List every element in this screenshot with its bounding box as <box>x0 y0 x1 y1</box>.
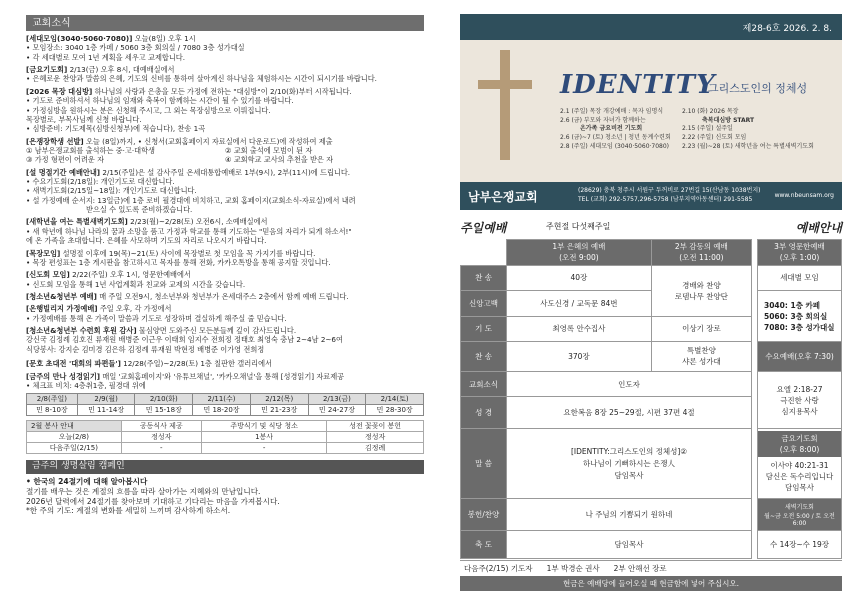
table-row <box>27 443 424 454</box>
worship-header <box>460 217 842 235</box>
news-head: 매일 '교회홈페이지'와 '유튜브채널', '카카오채널'을 통해 [성경읽기] 자료제공 <box>102 371 345 381</box>
row-label: 찬 송 <box>461 342 507 372</box>
worship-subtitle: 주현절 다섯째주일 <box>546 222 611 231</box>
cell: 370장 <box>507 342 652 372</box>
service-cell: 정성자 <box>121 432 201 443</box>
news-title: [세대모임(3040·5060·7080)] <box>26 34 133 43</box>
service-cell: 오늘(2/8) <box>27 432 122 443</box>
news-line: 식당봉사: 강지순 김미경 김은하 김정례 류재원 박현정 배병준 이가영 전희정 <box>26 344 265 354</box>
news-item-friday <box>26 65 424 84</box>
table-row <box>27 432 424 443</box>
cell: 40장 <box>507 265 652 291</box>
events-title: 예배안내 <box>795 221 842 235</box>
event-head: 새벽기도회 월~금 오전 5:00 / 토 오전 6:00 <box>758 499 842 531</box>
news-item-dawn <box>26 217 424 245</box>
bulletin-banner <box>460 14 842 210</box>
service-header: 공동식사 제공 <box>121 421 201 432</box>
campaign-line: 절기를 배우는 것은 계절의 흐름을 따라 살아가는 지혜와의 만남입니다. <box>26 486 261 496</box>
news-title: [금요기도회] <box>26 65 68 75</box>
service-cell: 김정례 <box>327 443 424 454</box>
service-cell: - <box>121 443 201 454</box>
news-line: • 모임장소: 3040 1층 카페 / 5060 3층 회의실 / 7080 3층 성가대실 <box>26 43 245 53</box>
reading-day: 2/13(금) <box>308 394 366 405</box>
news-line: ② 교회 출석에 모범이 된 자 <box>225 145 313 155</box>
reading-range: 민 15-18장 <box>135 405 193 416</box>
event-cell <box>758 429 842 499</box>
service-cell: 다음주일(2/15) <box>27 443 122 454</box>
reading-range: 민 11-14장 <box>77 405 135 416</box>
news-line: • 체크표 비치: 4층취1층, 필경대 위에 <box>26 380 146 390</box>
reading-day: 2/10(화) <box>135 394 193 405</box>
reading-day: 2/14(토) <box>366 394 424 405</box>
news-item-exhibit <box>26 359 424 368</box>
news-title: [2026 목장 대심방] <box>26 86 93 96</box>
service-table <box>26 420 424 454</box>
event-head: 금요기도회 (오후 8:00) <box>758 431 841 457</box>
reading-table <box>26 393 424 416</box>
service-cell: 1봉사 <box>201 432 326 443</box>
row-label: 성 경 <box>461 397 507 429</box>
news-title: [신도회 모임] <box>26 270 70 280</box>
reading-range: 민 24-27장 <box>308 405 366 416</box>
reading-day: 2/11(수) <box>193 394 251 405</box>
schedule-item: 2.8 (주일) 세대모임 (3040·5060·7080) <box>560 142 670 150</box>
news-head: 2/13(금) 오후 8시, 대예배실에서 <box>69 65 175 75</box>
reading-range: 민 28-30장 <box>366 405 424 416</box>
reading-range: 민 8-10장 <box>27 405 78 416</box>
news-line: ① 남부은쟁교회를 출석하는 중·고·대학생 <box>26 145 155 155</box>
news-line: 강신국 김정례 김호진 류재원 배병준 이근우 이태희 임지수 전희정 정태호 최영숙 충남 2~4남 2~6여 <box>26 335 343 345</box>
cell: 사도신경 / 교독문 84번 <box>507 291 652 317</box>
news-line: • 가정심방을 원하시는 분은 신청해 주시고, 그 외는 목장심방으로 이뤄집니다. <box>26 105 271 115</box>
campaign-header: 금주의 생명살림 캠페인 <box>26 460 424 474</box>
event-head: 수요예배(오후 7:30) <box>758 342 842 372</box>
campaign-line: 2026년 달력에서 24절기를 찾아보며 기대하고 기다리는 마음을 가져봅시다. <box>26 496 280 506</box>
news-line: • 기도로 준비하셔서 하나님의 임재와 축복이 함께하는 시간이 될 수 있기를 바랍니다. <box>26 96 294 106</box>
website-link[interactable]: www.nbeunsam.org <box>774 192 834 199</box>
news-head: 주일 오후, 각 가정에서 <box>99 304 172 314</box>
church-address <box>578 186 760 204</box>
offering-note: 현금은 예배당에 들어오실 때 현금함에 넣어 주십시오. <box>460 576 842 591</box>
schedule-item: 2.23 (월)~28 (토) 새학년을 여는 특별새벽기도회 <box>682 142 814 150</box>
service-cell: - <box>201 443 326 454</box>
news-head: 오늘(8일) 오후 1시 <box>134 34 196 43</box>
next-prayer-2: 2부 안해선 장로 <box>613 564 667 573</box>
banner-footer <box>460 182 842 210</box>
row-label: 봉헌/찬양 <box>461 499 507 531</box>
news-item-holiday <box>26 168 424 215</box>
col2-head: 2부 감동의 예배 (오전 11:00) <box>651 240 751 266</box>
next-label: 다음주(2/15) 기도자 <box>464 564 533 573</box>
cell: 이상기 장로 <box>651 316 751 342</box>
news-line: • 가정예배를 통해 온 가족이 말씀과 기도로 성장하며 결실하게 해주실 줄 믿습니다. <box>26 313 287 323</box>
news-item-visitation <box>26 87 424 134</box>
service-header: 성전 꽃꽂이 봉헌 <box>327 421 424 432</box>
news-item-bible <box>26 372 424 391</box>
news-line: 목장별로, 부목사님께 신청 바랍니다. <box>26 114 142 124</box>
schedule-item: 온가족 금요비전 기도회 <box>580 125 643 133</box>
schedule-right <box>682 108 814 151</box>
schedule-item: 축복대심방 START <box>702 116 755 124</box>
news-item-cell <box>26 249 424 268</box>
row-label: 축 도 <box>461 531 507 559</box>
news-head: 오늘 (8일)까지, • 신청서(교회홈페이지 자료실에서 다운로드)에 작성하여 제출 <box>85 136 333 146</box>
cross-icon <box>500 50 510 160</box>
news-line: • 새 학년에 하나님 나라의 꿈과 소망을 품고 가정과 학교를 통해 기도하는 "믿음의 자리가 되게 하소서!" <box>26 226 352 236</box>
row-label: 기 도 <box>461 316 507 342</box>
news-line: • 목장 편성표는 1층 게시판을 참고하시고 목자를 통해 전화, 카카오톡방을 통해 공지할 것입니다. <box>26 257 331 267</box>
news-item-lay <box>26 270 424 289</box>
news-line: • 각 세대별로 모여 1년 계획을 세우고 교제합니다. <box>26 52 186 62</box>
news-line: • 새벽기도회(2/15일~18일): 개인기도로 대신합니다. <box>26 186 197 196</box>
banner-top <box>460 14 842 40</box>
issue-date: 제28-6호 2026. 2. 8. <box>742 24 832 34</box>
cell: [IDENTITY:그리스도인의 정체성]② 하나님이 기뻐하시는 은쟁人 담임목사 <box>507 429 752 499</box>
reading-day: 2/9(월) <box>77 394 135 405</box>
cell: 담임목사 <box>507 531 752 559</box>
news-line: • 수요기도회(2/18일): 개인기도로 대신합니다. <box>26 177 175 187</box>
news-item-youth <box>26 292 424 301</box>
banner-title: IDENTITY <box>560 70 716 100</box>
news-header: 교회소식 <box>26 15 424 31</box>
cell: 인도자 <box>507 371 752 397</box>
news-line: ④ 교회학교 교사의 추천을 받은 자 <box>225 155 334 165</box>
news-line: • 은혜로운 찬양과 말씀의 은혜, 기도의 신비를 통하여 살아계신 하나님을 체험하시는 시간이 되시기를 바랍니다. <box>26 74 377 84</box>
cell: 경배와 찬양 로뎀나무 찬양단 <box>651 265 751 316</box>
news-title: [설 명절기간 예배안내] <box>26 167 101 177</box>
event-head: 3부 영문한예배 (오후 1:00) <box>758 240 842 266</box>
news-title: [은쟁장학생 선발] <box>26 136 84 146</box>
cell: 요한복음 8장 25~29절, 시편 37편 4절 <box>507 397 752 429</box>
news-item-generation <box>26 34 424 62</box>
event-body: 이사야 40:21-31 담신은 독수리입니다 담임목사 <box>765 461 834 493</box>
news-title: [청소년&청년부 수련회 후원 감사] <box>26 326 137 336</box>
cell: 특별찬양 샤론 성가대 <box>651 342 751 372</box>
church-logo: 남부은쟁교회 <box>468 190 538 204</box>
worship-footer <box>460 560 842 591</box>
cell: 최영록 안수집사 <box>507 316 652 342</box>
schedule-left <box>560 108 671 151</box>
event-body: 세대별 모임 <box>758 265 842 291</box>
next-prayer-1: 1부 박경순 권사 <box>546 564 600 573</box>
schedule-item: 2.22 (주일) 신도회 모임 <box>682 134 747 142</box>
news-line: • 신도회 모임을 통해 1년 사업계획과 친교와 교제의 시간을 갖습니다. <box>26 279 246 289</box>
news-item-family <box>26 304 424 323</box>
row-label: 교회소식 <box>461 371 507 397</box>
news-head: 하나님의 사랑과 은총을 모든 가정에 전하는 "대심방"이 2/10(화)부터 시작됩니다. <box>94 86 352 96</box>
news-head: 2/15(주일)은 설 감사주일 온세대통합예배로 1부(9시), 2부(11시)에 드립니다. <box>102 167 351 177</box>
banner-panel <box>460 40 842 182</box>
news-head: 2/23(월)~2/28(토) 오전6시, 소예배실에서 <box>130 217 268 227</box>
campaign-title: • 한국의 24절기에 대해 알아봅시다 <box>26 476 148 486</box>
schedule-item: 2.6 (금)~7 (토) 청소년 | 청년 동계수련회 <box>560 134 671 142</box>
news-head: 2/22(주일) 오후 1시, 영문한예배에서 <box>72 270 191 280</box>
campaign-line: *한 주의 기도: 계절의 변화를 세밀히 느끼며 감사하게 하소서. <box>26 506 231 516</box>
col1-head: 1부 은혜의 예배 (오전 9:00) <box>507 240 652 266</box>
address-line: TEL (교회) 292-5757,296-5758 (남부지역아동센터) 291-5585 <box>578 196 753 203</box>
news-head: 물심양면 도와주신 모든분들께 깊이 감사드립니다. <box>138 326 297 336</box>
news-head: 매 주일 오전9시, 청소년부와 청년부가 온세대주스 2층에서 함께 예배 드립니다. <box>99 291 349 301</box>
service-header: 주방식기 및 식당 청소 <box>201 421 326 432</box>
news-title: [청소년&청년부 예배] <box>26 291 97 301</box>
news-title: [새학년을 여는 특별새벽기도회] <box>26 217 128 227</box>
news-line: 에 온 가족을 초대합니다. 은혜를 사모하며 기도의 자리로 나오시기 바랍니다. <box>26 236 267 246</box>
service-cell: 정성자 <box>327 432 424 443</box>
event-body: 3040: 1층 카페 5060: 3층 회의실 7080: 3층 성가대실 <box>758 291 842 342</box>
news-title: [문호 초대전 '대회의 파편들'] <box>26 359 121 369</box>
worship-title: 주일예배 <box>460 221 507 235</box>
news-item-scholarship <box>26 137 424 165</box>
news-title: [금주의 만나 성경읽기] <box>26 371 101 381</box>
schedule-item: 2.15 (주일) 설주일 <box>682 125 733 133</box>
news-item-thanks <box>26 326 424 354</box>
news-line: • 심방준비: 기도제목(심방신청부)에 적습니다), 찬송 1곡 <box>26 124 206 134</box>
news-title: [목장모임] <box>26 248 61 258</box>
campaign-body <box>26 477 424 516</box>
schedule-item: 2.10 (화) 2026 목장 <box>682 108 739 115</box>
row-label: 말 씀 <box>461 429 507 499</box>
reading-day: 2/8(주일) <box>27 394 78 405</box>
news-column <box>26 15 424 516</box>
cell: 나 주님의 기쁨되기 원하네 <box>507 499 752 531</box>
news-line: • 설 가정예배 순서지: 13일금)에 1층 로비 필경대에 비치하고, 교회 홈페이지(교회소식-자료실)에서 내려 <box>26 195 356 205</box>
news-title: [온행빌리지 가정예배] <box>26 304 98 314</box>
reading-range: 민 21-23장 <box>250 405 308 416</box>
news-line: 받으실 수 있도록 준비하겠습니다. <box>86 205 193 215</box>
row-label: 신앙고백 <box>461 291 507 317</box>
schedule-item: 2.1 (주일) 목장 개강예배 : 목자 임명식 <box>560 108 664 115</box>
row-label: 찬 송 <box>461 265 507 291</box>
reading-day: 2/12(목) <box>250 394 308 405</box>
news-line: ③ 가정 형편이 어려운 자 <box>26 155 105 165</box>
reading-range: 민 18-20장 <box>193 405 251 416</box>
event-body: 요엘 2:18-27 극진한 사랑 심지용목사 <box>758 371 842 428</box>
address-line: (28629) 충북 청주시 서원구 두꺼비로 27번길 15(산남동 1038번지) <box>578 187 761 194</box>
next-week <box>460 560 842 576</box>
news-head: 설명절 이후에 19(목)~21(토) 사이에 목장별로 첫 모임을 꼭 가지기를 바랍니다. <box>62 248 316 258</box>
cross-icon-bar <box>478 80 532 89</box>
event-body: 수 14장~수 19장 <box>758 531 842 559</box>
service-title: 2월 봉사 안내 <box>27 421 122 432</box>
worship-table <box>460 239 842 559</box>
news-head: 12/28(주일)~2/28(토) 1층 칠판한 갤러리에서 <box>123 359 272 369</box>
schedule-item: 2.6 (금) 부모와 자녀가 함께하는 <box>560 116 646 124</box>
banner-subtitle: 그리스도인의 정체성 <box>708 82 808 95</box>
